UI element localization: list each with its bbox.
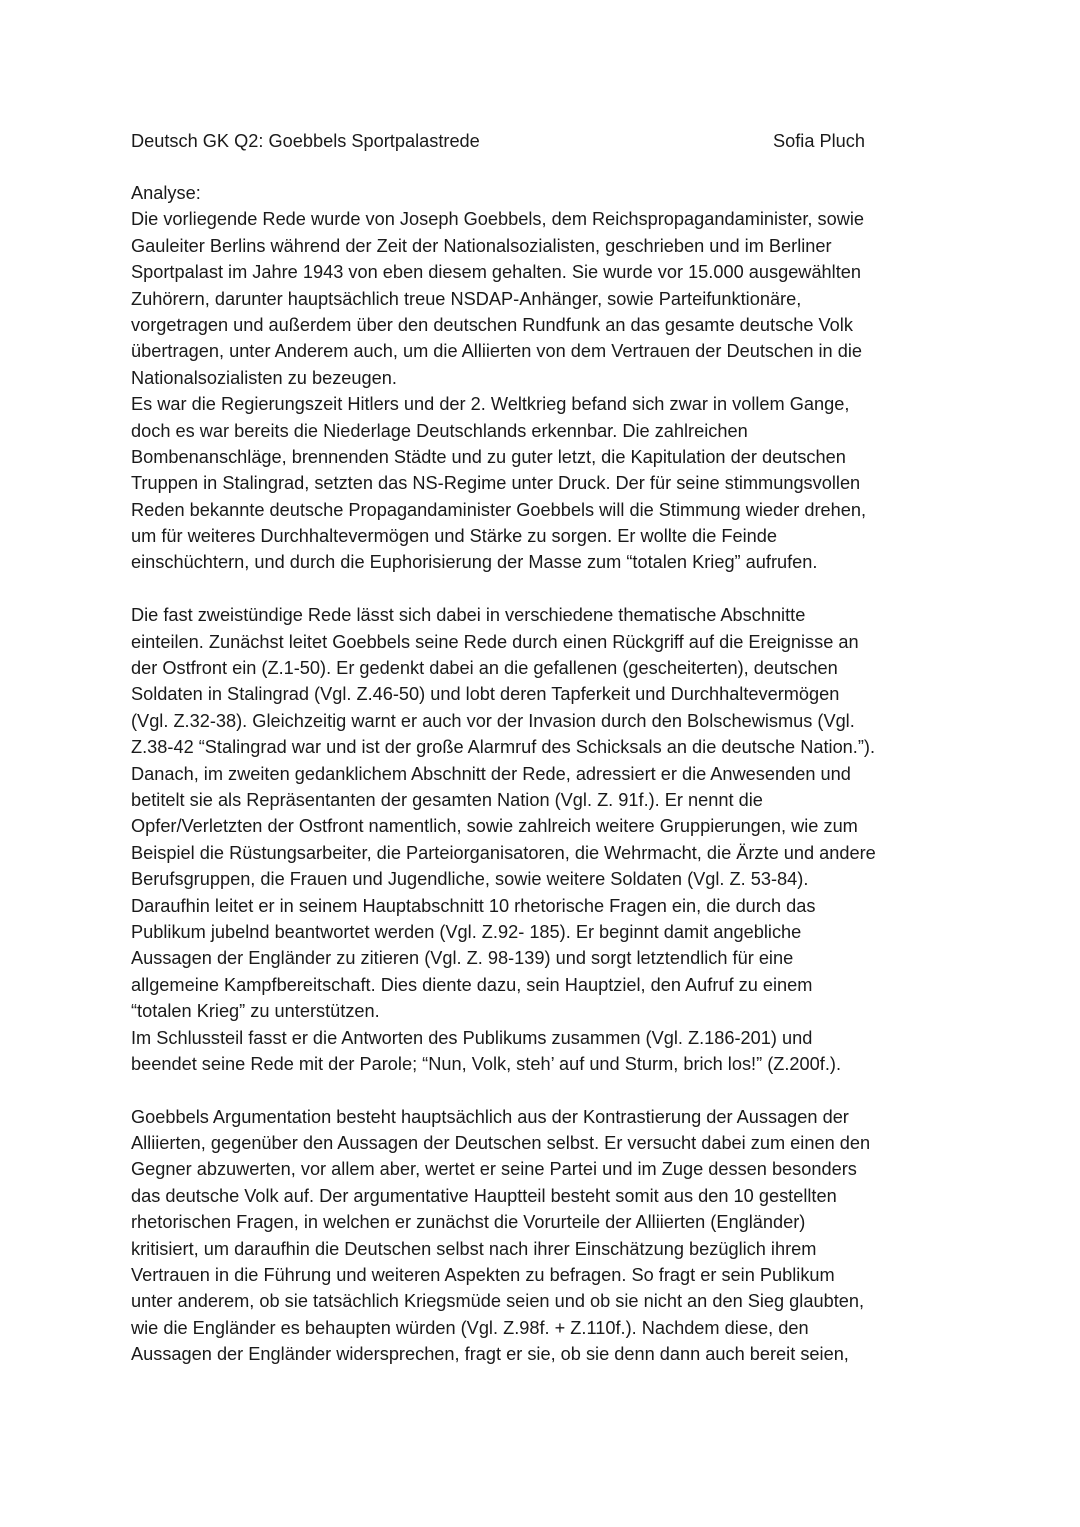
text-line: vorgetragen und außerdem über den deutschen Rundfunk an das gesamte deutsche Volk <box>131 314 853 335</box>
text-line: betitelt sie als Repräsentanten der gesamten Nation (Vgl. Z. 91f.). Er nennt die <box>131 789 763 810</box>
text-line: Reden bekannte deutsche Propagandaminister Goebbels will die Stimmung wieder drehen, <box>131 499 867 520</box>
paragraph-spacer <box>131 576 961 602</box>
text-line: Bombenanschläge, brennenden Städte und zu guter letzt, die Kapitulation der deutschen <box>131 446 846 467</box>
text-line: doch es war bereits die Niederlage Deutschlands erkennbar. Die zahlreichen <box>131 420 748 441</box>
text-line: Goebbels Argumentation besteht hauptsächlich aus der Kontrastierung der Aussagen der <box>131 1106 849 1127</box>
text-line: übertragen, unter Anderem auch, um die Alliierten von dem Vertrauen der Deutschen in die <box>131 341 862 362</box>
document-body <box>131 180 961 1368</box>
text-line: unter anderem, ob sie tatsächlich Kriegsmüde seien und ob sie nicht an den Sieg glaubten, <box>131 1291 865 1312</box>
text-line: allgemeine Kampfbereitschaft. Dies diente dazu, sein Hauptziel, den Aufruf zu einem <box>131 974 813 995</box>
paragraph <box>131 180 961 576</box>
text-line: Opfer/Verletzten der Ostfront namentlich, sowie zahlreich weitere Gruppierungen, wie zum <box>131 816 858 837</box>
text-line: Z.38-42 “Stalingrad war und ist der große Alarmruf des Schicksals an die deutsche Nation.”). <box>131 737 876 758</box>
text-line: der Ostfront ein (Z.1-50). Er gedenkt dabei an die gefallenen (gescheiterten), deutschen <box>131 658 838 679</box>
text-line: Die fast zweistündige Rede lässt sich dabei in verschiedene thematische Abschnitte <box>131 605 806 626</box>
text-line: Beispiel die Rüstungsarbeiter, die Parteiorganisatoren, die Wehrmacht, die Ärzte und andere <box>131 842 876 863</box>
text-line: Daraufhin leitet er in seinem Hauptabschnitt 10 rhetorische Fragen ein, die durch das <box>131 895 816 916</box>
text-line: Aussagen der Engländer zu zitieren (Vgl. Z. 98-139) und sorgt letztendlich für eine <box>131 948 794 969</box>
text-line: Danach, im zweiten gedanklichem Abschnitt der Rede, adressiert er die Anwesenden und <box>131 763 851 784</box>
text-line: Soldaten in Stalingrad (Vgl. Z.46-50) und lobt deren Tapferkeit und Durchhaltevermögen <box>131 684 840 705</box>
text-line: Alliierten, gegenüber den Aussagen der Deutschen selbst. Er versucht dabei zum einen den <box>131 1133 871 1154</box>
text-line: beendet seine Rede mit der Parole; “Nun, Volk, steh’ auf und Sturm, brich los!” (Z.200f.). <box>131 1053 841 1074</box>
paragraph <box>131 1104 961 1368</box>
text-line: Im Schlussteil fasst er die Antworten des Publikums zusammen (Vgl. Z.186-201) und <box>131 1027 813 1048</box>
text-line: einschüchtern, und durch die Euphorisierung der Masse zum “totalen Krieg” aufrufen. <box>131 552 818 573</box>
text-line: Gauleiter Berlins während der Zeit der Nationalsozialisten, geschrieben und im Berliner <box>131 235 832 256</box>
text-line: (Vgl. Z.32-38). Gleichzeitig warnt er auch vor der Invasion durch den Bolschewismus (Vgl. <box>131 710 855 731</box>
text-line: Analyse: <box>131 183 201 203</box>
text-line: Vertrauen in die Führung und weiteren Aspekten zu befragen. So fragt er sein Publikum <box>131 1265 835 1286</box>
text-line: das deutsche Volk auf. Der argumentative Hauptteil besteht somit aus den 10 gestellten <box>131 1185 837 1206</box>
text-line: Aussagen der Engländer widersprechen, fragt er sie, ob sie denn dann auch bereit seien, <box>131 1344 849 1365</box>
document-title: Deutsch GK Q2: Goebbels Sportpalastrede <box>131 131 480 151</box>
text-line: Gegner abzuwerten, vor allem aber, wertet er seine Partei und im Zuge dessen besonders <box>131 1159 857 1180</box>
text-line: Sportpalast im Jahre 1943 von eben diesem gehalten. Sie wurde vor 15.000 ausgewählten <box>131 262 861 283</box>
text-line: Nationalsozialisten zu bezeugen. <box>131 367 397 388</box>
text-line: Es war die Regierungszeit Hitlers und der 2. Weltkrieg befand sich zwar in vollem Gange, <box>131 394 850 415</box>
text-line: rhetorischen Fragen, in welchen er zunächst die Vorurteile der Alliierten (Engländer) <box>131 1212 806 1233</box>
text-line: Berufsgruppen, die Frauen und Jugendliche, sowie weitere Soldaten (Vgl. Z. 53-84). <box>131 869 809 890</box>
text-line: um für weiteres Durchhaltevermögen und Stärke zu sorgen. Er wollte die Feinde <box>131 526 777 547</box>
text-line: “totalen Krieg” zu unterstützen. <box>131 1001 380 1022</box>
text-line: Publikum jubelnd beantwortet werden (Vgl. Z.92- 185). Er beginnt damit angebliche <box>131 921 802 942</box>
text-line: kritisiert, um daraufhin die Deutschen selbst nach ihrer Einschätzung bezüglich ihrem <box>131 1238 817 1259</box>
text-line: Zuhörern, darunter hauptsächlich treue NSDAP-Anhänger, sowie Parteifunktionäre, <box>131 288 802 309</box>
text-line: wie die Engländer es behaupten würden (Vgl. Z.98f. + Z.110f.). Nachdem diese, den <box>131 1317 809 1338</box>
paragraph <box>131 602 961 1077</box>
author-name: Sofia Pluch <box>773 131 866 151</box>
paragraph-spacer <box>131 1077 961 1103</box>
text-line: Truppen in Stalingrad, setzten das NS-Regime unter Druck. Der für seine stimmungsvollen <box>131 473 861 494</box>
text-line: Die vorliegende Rede wurde von Joseph Goebbels, dem Reichspropagandaminister, sowie <box>131 209 864 230</box>
text-line: einteilen. Zunächst leitet Goebbels seine Rede durch einen Rückgriff auf die Ereignisse an <box>131 631 859 652</box>
